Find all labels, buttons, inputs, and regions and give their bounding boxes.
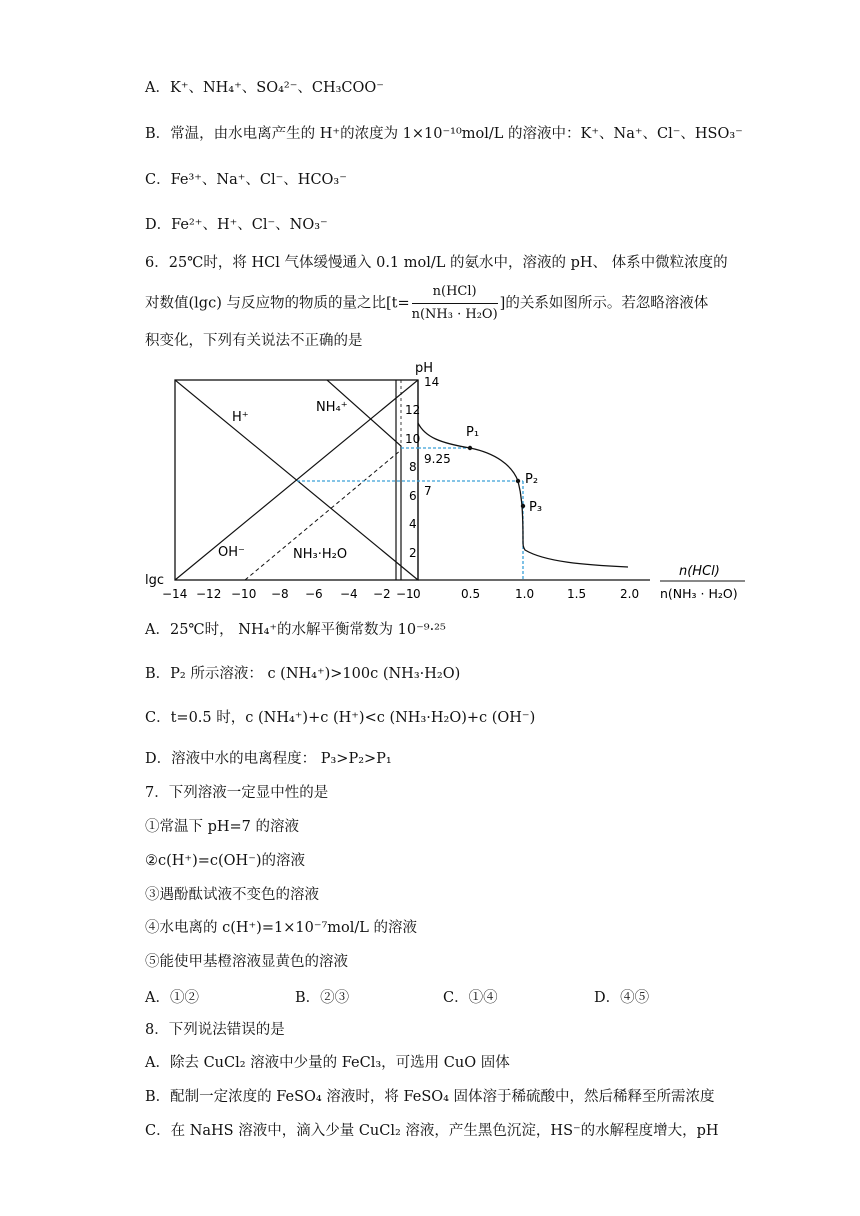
t-label-den: n(NH₃ · H₂O) [660,586,738,601]
x-tick: −4 [340,587,358,601]
q8-option-b: B．配制一定浓度的 FeSO₄ 溶液时，将 FeSO₄ 固体溶于稀硫酸中，然后稀释至所需浓度 [145,1089,715,1105]
q5-option-d: D．Fe²⁺、H⁺、Cl⁻、NO₃⁻ [145,217,328,233]
q7-stem: 7．下列溶液一定显中性的是 [145,785,329,801]
ph-label: pH [415,361,434,376]
y-tick: 10 [405,432,421,446]
t-ticks [461,587,639,601]
q6-stem-line2: 对数值(lgc) 与反应物的物质的量之比[t= $\frac{\text{n(HCl)}}{\text{n(NH₃ · H₂O)}}$ ]的关系如图所示。若忽略溶液体 [145,282,708,325]
q6-stem-line1: 6．25℃时，将 HCl 气体缓慢通入 0.1 mol/L 的氨水中，溶液的 pH、 体系中微粒浓度的 [145,255,728,271]
y-tick: 7 [424,484,432,498]
x-tick: −2 [373,587,391,601]
t-tick: 2.0 [620,587,640,601]
q7-item-1: ①常温下 pH=7 的溶液 [145,819,300,835]
q5-option-a: A．K⁺、NH₄⁺、SO₄²⁻、CH₃COO⁻ [145,80,384,96]
t-tick: 0.5 [461,587,481,601]
q8-option-c: C．在 NaHS 溶液中，滴入少量 CuCl₂ 溶液，产生黑色沉淀，HS⁻的水解程度增大，pH [145,1123,719,1139]
x-tick: −8 [271,587,289,601]
point-p1 [468,446,472,450]
q7-item-2: ②c(H⁺)=c(OH⁻)的溶液 [145,853,306,869]
x-tick: −6 [305,587,323,601]
y-tick: 12 [405,403,421,417]
q6-option-b: B．P₂ 所示溶液： c (NH₄⁺)>100c (NH₃·H₂O) [145,666,461,682]
t-tick: 1.5 [567,587,587,601]
q7-item-3: ③遇酚酞试液不变色的溶液 [145,887,319,903]
titration-chart [0,355,860,615]
lgc-label: lgc [145,573,165,588]
q7-item-5: ⑤能使甲基橙溶液显黄色的溶液 [145,954,348,970]
left-x-ticks [162,587,421,601]
q6-stem-line3: 积变化，下列有关说法不正确的是 [145,333,363,349]
point-p2 [516,479,520,483]
q6-option-d: D．溶液中水的电离程度： P₃>P₂>P₁ [145,751,392,767]
y-tick: 4 [409,517,417,531]
label-p1: P₁ [466,425,480,440]
label-nh4: NH₄⁺ [316,400,348,415]
q7-option-d: D．④⑤ [594,990,650,1006]
x-tick: 0 [413,587,421,601]
y-tick: 9.25 [424,452,451,466]
label-h-plus: H⁺ [232,410,249,425]
y-tick: 6 [409,489,417,503]
q7-option-a: A．①② [145,990,199,1006]
x-tick: −12 [196,587,222,601]
q5-option-b: B．常温，由水电离产生的 H⁺的浓度为 1×10⁻¹⁰mol/L 的溶液中：K⁺、Na⁺、Cl⁻、HSO₃⁻ [145,126,743,142]
y-tick: 14 [424,375,440,389]
label-p3: P₃ [529,500,543,515]
q6-option-c: C．t=0.5 时，c (NH₄⁺)+c (H⁺)<c (NH₃·H₂O)+c (OH⁻) [145,710,536,726]
y-tick: 2 [409,546,417,560]
point-p3 [521,504,525,508]
t-label-num: n(HCl) [679,564,720,579]
q7-option-b: B．②③ [295,990,350,1006]
ph-curve [418,423,628,567]
x-tick: −10 [231,587,257,601]
ph-ticks [405,375,451,560]
q6-option-a: A．25℃时， NH₄⁺的水解平衡常数为 10⁻⁹·²⁵ [145,622,446,638]
q8-stem: 8．下列说法错误的是 [145,1022,285,1038]
x-tick: −1 [396,587,414,601]
q8-option-a: A．除去 CuCl₂ 溶液中少量的 FeCl₃，可选用 CuO 固体 [145,1055,510,1071]
t-fraction: $\frac{\text{n(HCl)}}{\text{n(NH₃ · H₂O)}}$ [411,284,498,322]
label-p2: P₂ [525,472,539,487]
y-tick: 8 [409,460,417,474]
q7-item-4: ④水电离的 c(H⁺)=1×10⁻⁷mol/L 的溶液 [145,920,418,936]
q7-option-c: C．①④ [443,990,498,1006]
t-tick: 1.0 [515,587,535,601]
label-oh-minus: OH⁻ [218,545,245,560]
q5-option-c: C．Fe³⁺、Na⁺、Cl⁻、HCO₃⁻ [145,172,347,188]
x-tick: −14 [162,587,188,601]
label-nh3-h2o: NH₃·H₂O [293,547,348,562]
